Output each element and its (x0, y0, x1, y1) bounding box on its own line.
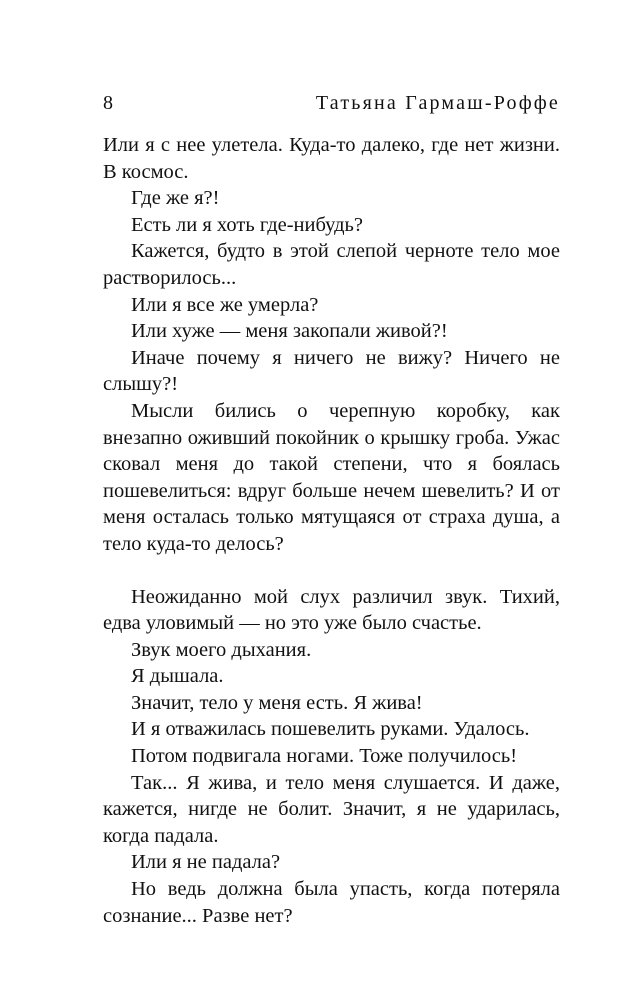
paragraph: Я дышала. (131, 665, 224, 688)
paragraph: И я отважилась пошевелить руками. Удалось. (131, 718, 530, 741)
paragraph: Значит, тело у меня есть. Я жива! (131, 691, 423, 714)
paragraph: Звук моего дыхания. (131, 638, 312, 661)
paragraph: Или хуже — меня закопали живой?! (131, 320, 448, 343)
author-name: Татьяна Гармаш-Роффе (315, 92, 560, 114)
paragraph: Иначе почему я ничего не вижу? Ничего не слышу?! (103, 346, 560, 396)
paragraph: Кажется, будто в этой слепой черноте тело мое растворилось... (103, 240, 560, 289)
paragraph: Или я с нее улетела. Куда-то далеко, где нет жизни. В космос. (103, 134, 560, 183)
paragraph: Но ведь должна была упасть, когда потеряла сознание... Разве нет? (103, 878, 560, 927)
running-header (103, 92, 560, 120)
paragraph: Мысли бились о черепную коробку, как внезапно оживший покойник о крышку гроба. Ужас сковал меня до такой степени, что я боялась пошевелиться: вдруг больше нечем шевелить? И от меня осталась только мятущаяся от страха душа, а тело куда-то делось? (103, 399, 560, 555)
paragraph: Где же я?! (131, 187, 220, 210)
paragraph: Есть ли я хоть где-нибудь? (131, 213, 363, 236)
paragraph: Или я не падала? (131, 851, 281, 874)
paragraph: Так... Я жива, и тело меня слушается. И даже, кажется, нигде не болит. Значит, я не ударилась, когда падала. (103, 771, 560, 847)
paragraph: Или я все же умерла? (131, 293, 319, 316)
body-text (103, 132, 560, 929)
page-number: 8 (103, 92, 113, 114)
paragraph: Потом подвигала ногами. Тоже получилось! (131, 745, 518, 768)
section-break (103, 558, 560, 584)
book-page (103, 92, 560, 929)
paragraph: Неожиданно мой слух различил звук. Тихий, едва уловимый — но это уже было счастье. (103, 585, 560, 635)
